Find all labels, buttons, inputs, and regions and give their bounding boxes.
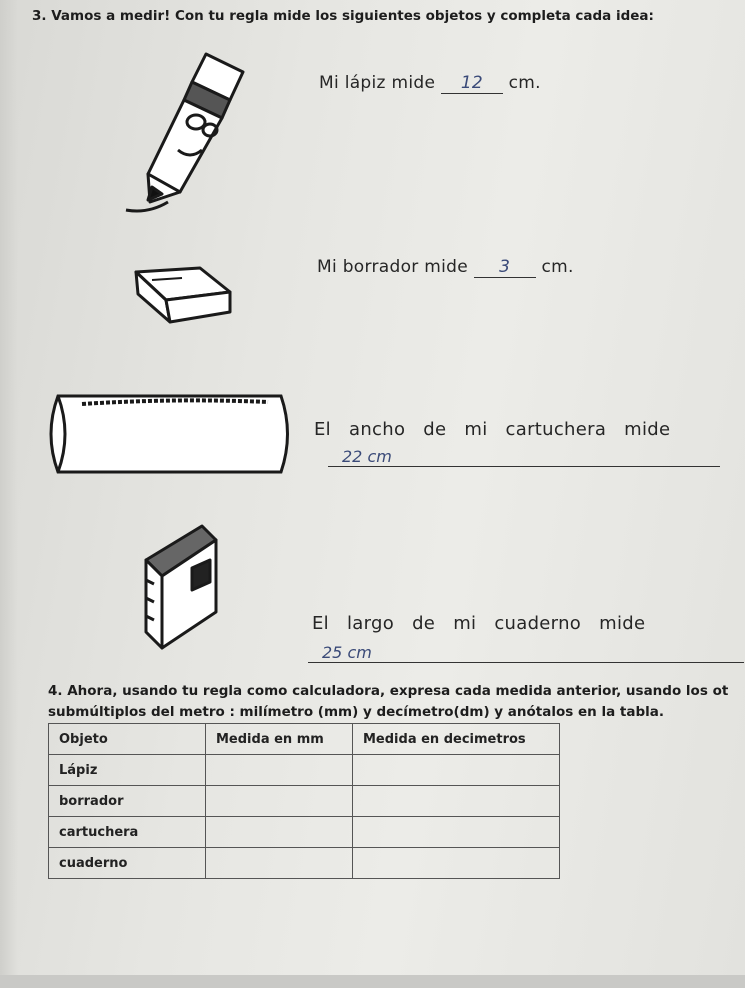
table-row (49, 786, 560, 817)
row-cuaderno-mm[interactable] (206, 848, 353, 879)
row-lapiz-mm[interactable] (206, 755, 353, 786)
pencil-unit: cm. (508, 73, 541, 93)
page-bottom-edge (0, 975, 745, 988)
question-3-heading: 3. Vamos a medir! Con tu regla mide los siguientes objetos y completa cada idea: (32, 8, 654, 24)
eraser-text: Mi borrador mide (317, 257, 469, 277)
eraser-statement (317, 257, 574, 278)
eraser-unit: cm. (541, 257, 574, 277)
row-lapiz-object: Lápiz (49, 755, 206, 786)
pencil-illustration (118, 42, 258, 227)
eraser-illustration (122, 258, 237, 328)
row-borrador-object: borrador (49, 786, 206, 817)
header-objeto: Objeto (49, 724, 206, 755)
header-mm: Medida en mm (206, 724, 353, 755)
question-4-line-2: submúltiplos del metro : milímetro (mm) y decímetro(dm) y anótalos en la tabla. (48, 704, 665, 720)
row-cartuchera-mm[interactable] (206, 817, 353, 848)
header-dm: Medida en decimetros (353, 724, 560, 755)
row-cuaderno-dm[interactable] (353, 848, 560, 879)
table-header-row (49, 724, 560, 755)
row-cartuchera-dm[interactable] (353, 817, 560, 848)
question-4-line-1: 4. Ahora, usando tu regla como calculadora, expresa cada medida anterior, usando los ot (48, 683, 729, 699)
row-cuaderno-object: cuaderno (49, 848, 206, 879)
pencil-case-illustration (36, 390, 301, 478)
row-borrador-mm[interactable] (206, 786, 353, 817)
notebook-illustration (132, 520, 227, 655)
notebook-text: El largo de mi cuaderno mide (312, 613, 646, 634)
pencil-text: Mi lápiz mide (319, 73, 436, 93)
eraser-answer: 3 (474, 257, 536, 278)
pencil-answer: 12 (441, 73, 503, 94)
pencil-statement (319, 73, 541, 94)
notebook-answer-line (308, 662, 744, 663)
row-lapiz-dm[interactable] (353, 755, 560, 786)
notebook-answer: 25 cm (322, 643, 372, 662)
page-shadow (0, 0, 18, 988)
row-borrador-dm[interactable] (353, 786, 560, 817)
table-row (49, 848, 560, 879)
pencil-case-answer: 22 cm (342, 447, 392, 466)
table-row (49, 755, 560, 786)
pencil-case-answer-line (328, 466, 720, 467)
pencil-case-text: El ancho de mi cartuchera mide (314, 419, 671, 440)
measurements-table (48, 723, 560, 879)
table-row (49, 817, 560, 848)
row-cartuchera-object: cartuchera (49, 817, 206, 848)
